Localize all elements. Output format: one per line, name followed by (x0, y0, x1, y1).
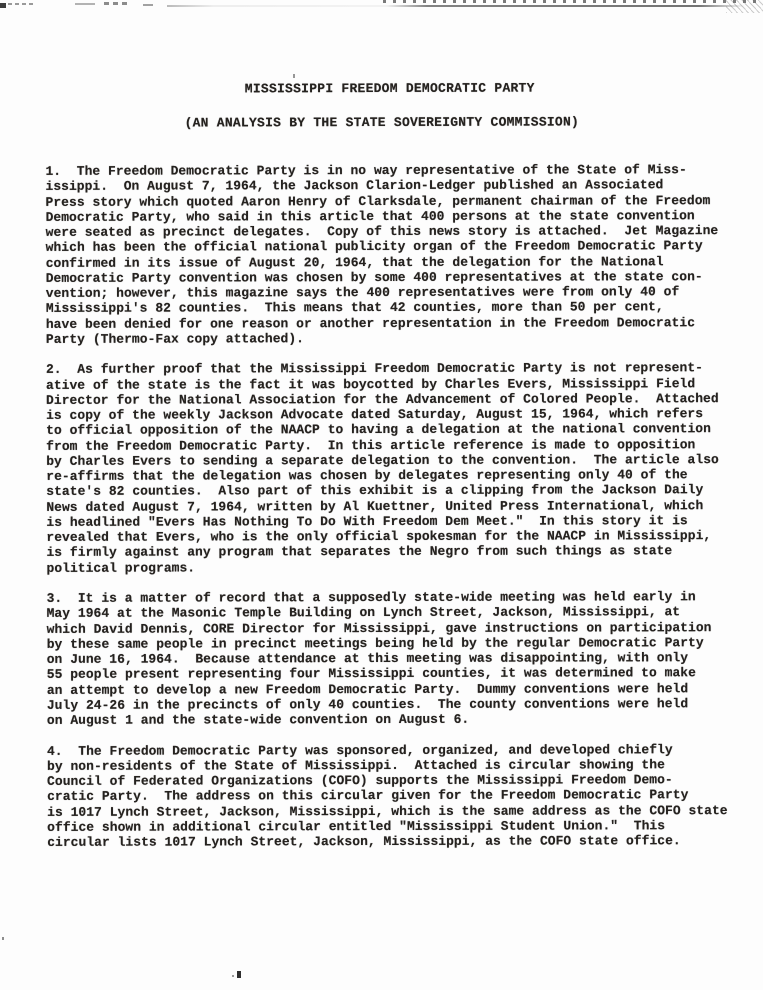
document-subtitle: (AN ANALYSIS BY THE STATE SOVEREIGNTY COMMISSION) (184, 114, 580, 131)
scan-noise-speck (2, 937, 4, 940)
paragraph-3: 3. It is a matter of record that a supposedly state-wide meeting was held early in May 1964 at the Masonic Temple Building on Lynch Street, Jackson, Mississippi, at which David Dennis, CORE Director for Mississippi, gave instructions on participation by these same people in precinct meetings being held by the regular Democratic Party on June 16, 1964. Because attendance at this meeting was disappointing, with only 55 people present representing four Mississippi counties, it was determined to make an attempt to develop a new Freedom Democratic Party. Dummy conventions were held July 24-26 in the precincts of only 40 counties. The county conventions were held on August 1 and the state-wide convention on August 6. (46, 589, 712, 728)
scan-noise-line (167, 5, 745, 7)
scan-noise-speck (232, 975, 234, 977)
paragraph-2: 2. As further proof that the Mississippi Freedom Democratic Party is not represent- ative of the state is the fact it was boycotted by Charles Evers, Mississippi Field Director for the National Association for the Advancement of Colored People. Attached is copy of the weekly Jackson Advocate dated Saturday, August 15, 1964, which refers to official opposition of the NAACP to having a delegation at the national convention from the Freedom Democratic Party. In this article reference is made to opposition by Charles Evers to sending a separate delegation to the convention. The article also re-affirms that the delegation was chosen by delegates representing only 40 of the state's 82 counties. Also part of this exhibit is a clipping from the Jackson Daily News dated August 7, 1964, written by Al Kuettner, United Press International, which is headlined "Evers Has Nothing To Do With Freedom Dem Meet." In this story it is revealed that Evers, who is the only official spokesman for the NAACP in Mississippi, is firmly against any program that separates the Negro from such things as state political programs. (45, 360, 719, 576)
document-title: MISSISSIPPI FREEDOM DEMOCRATIC PARTY (244, 80, 535, 97)
scan-noise-tick (293, 74, 295, 78)
scan-noise-top-right (726, 0, 763, 13)
scan-noise-speck (237, 971, 241, 978)
scan-noise-mark (75, 3, 95, 5)
document-body (45, 162, 747, 865)
document-heading (0, 80, 763, 132)
scan-noise-mark (143, 4, 153, 6)
scan-noise-corner-mark (0, 3, 6, 8)
paragraph-1: 1. The Freedom Democratic Party is in no way representative of the State of Miss- issippi. On August 7, 1964, the Jackson Clarion-Ledger published an Associated Press story which quoted Aaron Henry of Clarksdale, permanent chairman of the Freedom Democratic Party, who said in this article that 400 persons at the state convention were seated as precinct delegates. Copy of this news story is attached. Jet Magazine which has been the official national publicity organ of the Freedom Democratic Party confirmed in its issue of August 20, 1964, that the delegation for the National Democratic Party convention was chosen by some 400 representatives at the state con- vention; however, this magazine says the 400 representatives were from only 40 of Mississippi's 82 counties. This means that 42 counties, more than 50 per cent, have been denied for one reason or another representation in the Freedom Democratic Party (Thermo-Fax copy attached). (45, 162, 719, 347)
paragraph-4: 4. The Freedom Democratic Party was sponsored, organized, and developed chiefly by non-residents of the State of Mississippi. Attached is circular showing the Council of Federated Organizations (COFO) supports the Mississippi Freedom Demo- cratic Party. The address on this circular given for the Freedom Democratic Party is 1017 Lynch Street, Jackson, Mississippi, which is the same address as the COFO state office shown in additional circular entitled "Mississippi Student Union." This circular lists 1017 Lynch Street, Jackson, Mississippi, as the COFO state office. (46, 741, 728, 850)
scan-noise-dash-row (383, 0, 763, 3)
scan-noise-mark (104, 2, 130, 5)
scan-noise-corner-dashes (8, 3, 34, 5)
